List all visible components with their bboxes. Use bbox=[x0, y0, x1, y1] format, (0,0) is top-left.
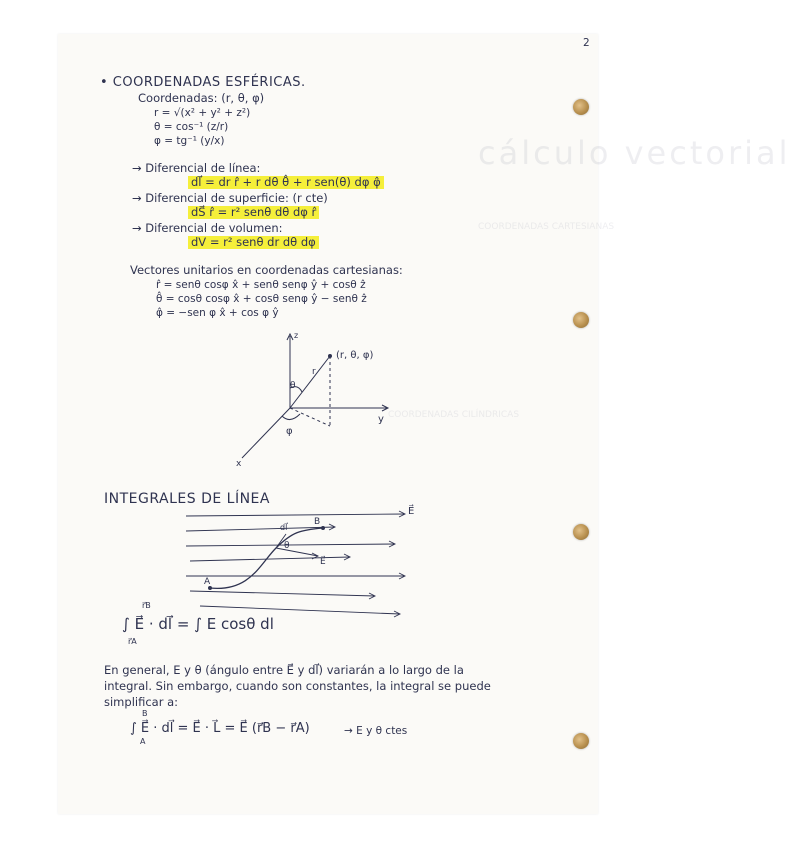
radius-line bbox=[290, 356, 330, 408]
integral-lower-limit: r⃗A bbox=[128, 637, 137, 646]
field-lines-diagram bbox=[180, 504, 430, 624]
binder-hole bbox=[573, 524, 589, 540]
simplified-formula: ∫ E⃗ · dl⃗ = E⃗ · L⃗ = E⃗ (r⃗B − r⃗A) bbox=[130, 721, 310, 736]
section-title-line-integrals: INTEGRALES DE LÍNEA bbox=[104, 491, 270, 507]
volume-differential-formula: dV = r² senθ dr dθ dφ bbox=[188, 236, 319, 249]
dl-label: dl⃗ bbox=[280, 523, 288, 532]
general-text-line-2: integral. Sin embargo, cuando son constantes, la integral se puede bbox=[104, 679, 491, 693]
line-differential-formula: dl⃗ = dr r̂ + r dθ θ̂ + r sen(θ) dφ φ̂ bbox=[188, 176, 384, 189]
volume-differential-label: → Diferencial de volumen: bbox=[132, 221, 283, 235]
constant-note: → E y θ ctes bbox=[344, 725, 408, 737]
theta-label: θ bbox=[290, 381, 296, 391]
general-text-line-1: En general, E y θ (ángulo entre E⃗ y dl⃗) variarán a lo largo de la bbox=[104, 663, 464, 677]
eq-r: r = √(x² + y² + z²) bbox=[154, 107, 251, 119]
bleed-through-line-1: COORDENADAS CARTESIANAS bbox=[478, 222, 615, 232]
unit-vector-r: r̂ = senθ cosφ x̂ + senθ senφ ŷ + cosθ ẑ bbox=[156, 279, 366, 291]
binder-hole bbox=[573, 733, 589, 749]
unit-vector-phi: φ̂ = −sen φ x̂ + cos φ ŷ bbox=[156, 307, 279, 319]
integral-upper-limit: r⃗B bbox=[142, 601, 151, 610]
x-axis bbox=[242, 408, 290, 458]
section-title-spherical: • COORDENADAS ESFÉRICAS. bbox=[100, 75, 306, 90]
point-b-label: B bbox=[314, 517, 321, 527]
e-vector-label: E⃗ bbox=[320, 557, 326, 567]
phi-label: φ bbox=[286, 426, 293, 437]
bleed-through-line-2: COORDENADAS CILÍNDRICAS bbox=[388, 410, 520, 420]
field-label: E⃗ bbox=[408, 506, 415, 517]
e-vector bbox=[276, 548, 318, 556]
angle-theta-label: θ bbox=[284, 541, 290, 551]
simplified-upper-limit: B bbox=[142, 709, 148, 718]
binder-hole bbox=[573, 99, 589, 115]
bleed-through-title: cálculo vectorial bbox=[478, 134, 791, 172]
integral-formula: ∫ E⃗ · dl⃗ = ∫ E cosθ dl bbox=[122, 615, 274, 633]
eq-phi: φ = tg⁻¹ (y/x) bbox=[154, 135, 225, 147]
point-a-label: A bbox=[204, 577, 211, 587]
spherical-coordinates-diagram bbox=[228, 326, 408, 476]
simplified-lower-limit: A bbox=[140, 737, 146, 746]
axis-z-label: z bbox=[294, 331, 299, 340]
eq-theta: θ = cos⁻¹ (z/r) bbox=[154, 121, 229, 133]
axis-y-label: y bbox=[378, 414, 384, 425]
line-differential-label: → Diferencial de línea: bbox=[132, 161, 261, 175]
point-b-marker bbox=[321, 526, 325, 530]
binder-hole bbox=[573, 312, 589, 328]
r-label: r bbox=[312, 367, 316, 377]
page-number: 2 bbox=[583, 37, 590, 49]
surface-differential-label: → Diferencial de superficie: (r cte) bbox=[132, 191, 328, 205]
axis-x-label: x bbox=[236, 459, 242, 469]
unit-vectors-title: Vectores unitarios en coordenadas cartesianas: bbox=[130, 263, 403, 277]
unit-vector-theta: θ̂ = cosθ cosφ x̂ + cosθ senφ ŷ − senθ ẑ bbox=[156, 293, 367, 305]
point-marker bbox=[328, 354, 332, 358]
general-text-line-3: simplificar a: bbox=[104, 695, 178, 709]
coords-label: Coordenadas: (r, θ, φ) bbox=[138, 91, 265, 105]
notebook-page bbox=[58, 34, 791, 814]
surface-differential-formula: dS⃗ r̂ = r² senθ dθ dφ r̂ bbox=[188, 206, 319, 219]
point-label: (r, θ, φ) bbox=[336, 350, 374, 361]
